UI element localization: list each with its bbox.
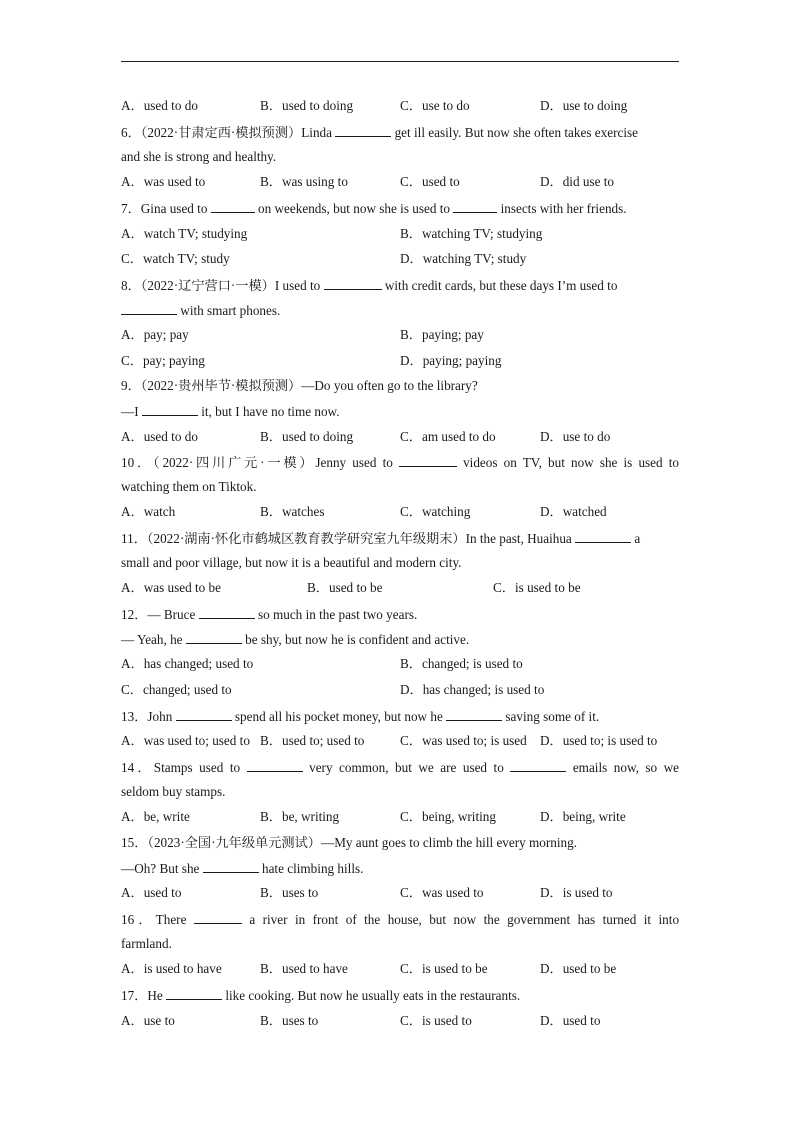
q10-blank [399, 454, 457, 467]
q16-number: 16． [121, 912, 156, 927]
q9-stem-line2-b: it, but I have no time now. [201, 404, 340, 419]
q10-option-b[interactable]: B．watches [260, 504, 325, 519]
q8-option-c[interactable]: C．pay; paying [121, 353, 205, 368]
q12-stem-b: so much in the past two years. [257, 607, 418, 622]
q17-option-a[interactable]: A．use to [121, 1013, 175, 1028]
q15-stem [121, 835, 679, 851]
q17-option-b[interactable]: B．uses to [260, 1013, 319, 1028]
q13-option-b[interactable]: B．used to; used to [260, 733, 365, 748]
q9-stem-line2 [121, 403, 679, 420]
q7-stem [121, 200, 679, 217]
q6-option-a[interactable]: A．was used to [121, 174, 206, 189]
q16-stem-a: There [155, 912, 187, 927]
q12-stem-a: — Bruce [147, 607, 196, 622]
q5-option-c[interactable]: C．use to do [400, 98, 470, 113]
q9-option-d[interactable]: D．use to do [540, 429, 611, 444]
q17-stem-a: He [147, 988, 163, 1003]
q13-blank-1 [176, 708, 232, 721]
q14-number: 14． [121, 760, 154, 775]
q6-stem-a: Linda [301, 125, 332, 140]
q7-stem-c: insects with her friends. [500, 201, 627, 216]
q15-stem-line2-a: —Oh? But she [121, 861, 200, 876]
q8-stem-a: I used to [274, 278, 321, 293]
q8-blank-1 [324, 277, 382, 290]
q6-source: （2022·甘肃定西·模拟预测） [140, 125, 302, 140]
q7-option-a[interactable]: A．watch TV; studying [121, 226, 248, 241]
q14-option-b[interactable]: B．be, writing [260, 809, 340, 824]
q9-stem-a: —Do you often go to the library? [301, 378, 478, 393]
q14-stem [121, 759, 679, 776]
q7-stem-a: Gina used to [140, 201, 208, 216]
q17-stem [121, 987, 679, 1004]
q13-stem-b: spend all his pocket money, but now he [234, 709, 443, 724]
q6-option-d[interactable]: D．did use to [540, 174, 614, 189]
q10-source: （2022·四川广元·一模） [153, 455, 316, 470]
q14-stem-b: very common, but we are used to [309, 760, 504, 775]
q10-option-a[interactable]: A．watch [121, 504, 176, 519]
q14-stem-a: Stamps used to [153, 760, 241, 775]
q6-number: 6． [121, 125, 141, 140]
q8-blank-2 [121, 302, 177, 315]
q7-blank-1 [211, 200, 255, 213]
q10-stem-a: Jenny used to [315, 455, 393, 470]
q8-number: 8． [121, 278, 141, 293]
q7-stem-b: on weekends, but now she is used to [258, 201, 450, 216]
q11-stem-b: a [634, 531, 641, 546]
q15-option-c[interactable]: C．was used to [400, 885, 484, 900]
q9-option-a[interactable]: A．used to do [121, 429, 198, 444]
q12-option-b[interactable]: B．changed; is used to [400, 656, 523, 671]
q6-option-c[interactable]: C．used to [400, 174, 460, 189]
q13-stem-c: saving some of it. [505, 709, 600, 724]
q11-number: 11． [121, 531, 147, 546]
q16-stem-b: a river in front of the house, but now the government has turned it into [249, 912, 680, 927]
q8-stem-line2-text: with smart phones. [180, 303, 281, 318]
q16-option-a[interactable]: A．is used to have [121, 961, 222, 976]
q10-stem [121, 454, 679, 471]
q14-blank-1 [247, 759, 303, 772]
q15-option-b[interactable]: B．uses to [260, 885, 319, 900]
header-rule [121, 61, 679, 62]
q7-option-c[interactable]: C．watch TV; study [121, 251, 230, 266]
q12-blank-2 [186, 631, 242, 644]
q11-source: （2022·湖南·怀化市鹤城区教育教学研究室九年级期末） [146, 531, 466, 546]
q14-option-c[interactable]: C．being, writing [400, 809, 496, 824]
q16-option-d[interactable]: D．used to be [540, 961, 617, 976]
q6-stem-b: get ill easily. But now she often takes exercise [394, 125, 638, 140]
q8-option-a[interactable]: A．pay; pay [121, 327, 189, 342]
q7-number: 7． [121, 201, 141, 216]
q16-stem-line2: farmland. [121, 936, 172, 951]
q6-stem [121, 124, 679, 141]
q14-blank-2 [510, 759, 566, 772]
q8-option-d[interactable]: D．paying; paying [400, 353, 502, 368]
q7-blank-2 [453, 200, 497, 213]
q9-blank [142, 403, 198, 416]
q8-stem [121, 277, 679, 294]
q12-option-c[interactable]: C．changed; used to [121, 682, 232, 697]
q12-stem-line2-a: — Yeah, he [121, 632, 183, 647]
q15-stem-line2-b: hate climbing hills. [261, 861, 364, 876]
q15-stem-line2 [121, 860, 679, 877]
q15-option-d[interactable]: D．is used to [540, 885, 613, 900]
q11-stem [121, 530, 679, 547]
q11-stem-line2: small and poor village, but now it is a beautiful and modern city. [121, 555, 462, 570]
q13-stem [121, 708, 679, 725]
q16-option-c[interactable]: C．is used to be [400, 961, 488, 976]
q11-stem-a: In the past, Huaihua [465, 531, 572, 546]
q14-stem-line2: seldom buy stamps. [121, 784, 226, 799]
q6-blank [335, 124, 391, 137]
q12-option-a[interactable]: A．has changed; used to [121, 656, 254, 671]
q14-option-a[interactable]: A．be, write [121, 809, 190, 824]
q9-number: 9． [121, 378, 141, 393]
q12-stem [121, 606, 679, 623]
q10-number: 10． [121, 455, 154, 470]
q15-option-a[interactable]: A．used to [121, 885, 182, 900]
q10-option-d[interactable]: D．watched [540, 504, 607, 519]
q12-stem-line2-b: be shy, but now he is confident and active. [245, 632, 470, 647]
q9-source: （2022·贵州毕节·模拟预测） [140, 378, 302, 393]
q8-source: （2022·辽宁营口·一模） [140, 278, 275, 293]
q15-number: 15． [121, 835, 148, 850]
q14-stem-c: emails now, so we [572, 760, 680, 775]
q11-option-b[interactable]: B．used to be [307, 580, 383, 595]
q7-option-d[interactable]: D．watching TV; study [400, 251, 527, 266]
q9-option-b[interactable]: B．used to doing [260, 429, 354, 444]
q11-option-a[interactable]: A．was used to be [121, 580, 221, 595]
q8-stem-b: with credit cards, but these days I’m used to [384, 278, 618, 293]
q11-blank [575, 530, 631, 543]
q6-option-b[interactable]: B．was using to [260, 174, 348, 189]
q13-stem-a: John [147, 709, 173, 724]
q12-number: 12． [121, 607, 148, 622]
q17-option-c[interactable]: C．is used to [400, 1013, 472, 1028]
q14-option-d[interactable]: D．being, write [540, 809, 626, 824]
q17-blank [166, 987, 222, 1000]
q5-option-b[interactable]: B．used to doing [260, 98, 354, 113]
q17-number: 17． [121, 988, 148, 1003]
q5-option-a[interactable]: A．used to do [121, 98, 198, 113]
q11-option-c[interactable]: C．is used to be [493, 580, 581, 595]
q8-stem-line2 [121, 302, 679, 319]
q13-option-a[interactable]: A．was used to; used to [121, 733, 250, 748]
q12-option-d[interactable]: D．has changed; is used to [400, 682, 545, 697]
q6-stem-line2: and she is strong and healthy. [121, 149, 277, 164]
q13-option-c[interactable]: C．was used to; is used [400, 733, 527, 748]
q9-option-c[interactable]: C．am used to do [400, 429, 496, 444]
q15-blank [203, 860, 259, 873]
q16-stem [121, 911, 679, 928]
q15-stem-a: —My aunt goes to climb the hill every morning. [321, 835, 578, 850]
q10-stem-line2: watching them on Tiktok. [121, 479, 257, 494]
q12-blank-1 [199, 606, 255, 619]
q13-option-d[interactable]: D．used to; is used to [540, 733, 658, 748]
q8-option-b[interactable]: B．paying; pay [400, 327, 484, 342]
q12-stem-line2 [121, 631, 679, 648]
q17-stem-b: like cooking. But now he usually eats in the restaurants. [225, 988, 521, 1003]
q9-stem [121, 378, 679, 394]
q17-option-d[interactable]: D．used to [540, 1013, 601, 1028]
q7-option-b[interactable]: B．watching TV; studying [400, 226, 543, 241]
q13-blank-2 [446, 708, 502, 721]
q10-option-c[interactable]: C．watching [400, 504, 471, 519]
q9-stem-line2-a: —I [121, 404, 139, 419]
q16-blank [194, 911, 242, 924]
q13-number: 13． [121, 709, 148, 724]
q15-source: （2023·全国·九年级单元测试） [147, 835, 321, 850]
q10-stem-b: videos on TV, but now she is used to [463, 455, 679, 470]
q16-option-b[interactable]: B．used to have [260, 961, 348, 976]
q5-option-d[interactable]: D．use to doing [540, 98, 628, 113]
